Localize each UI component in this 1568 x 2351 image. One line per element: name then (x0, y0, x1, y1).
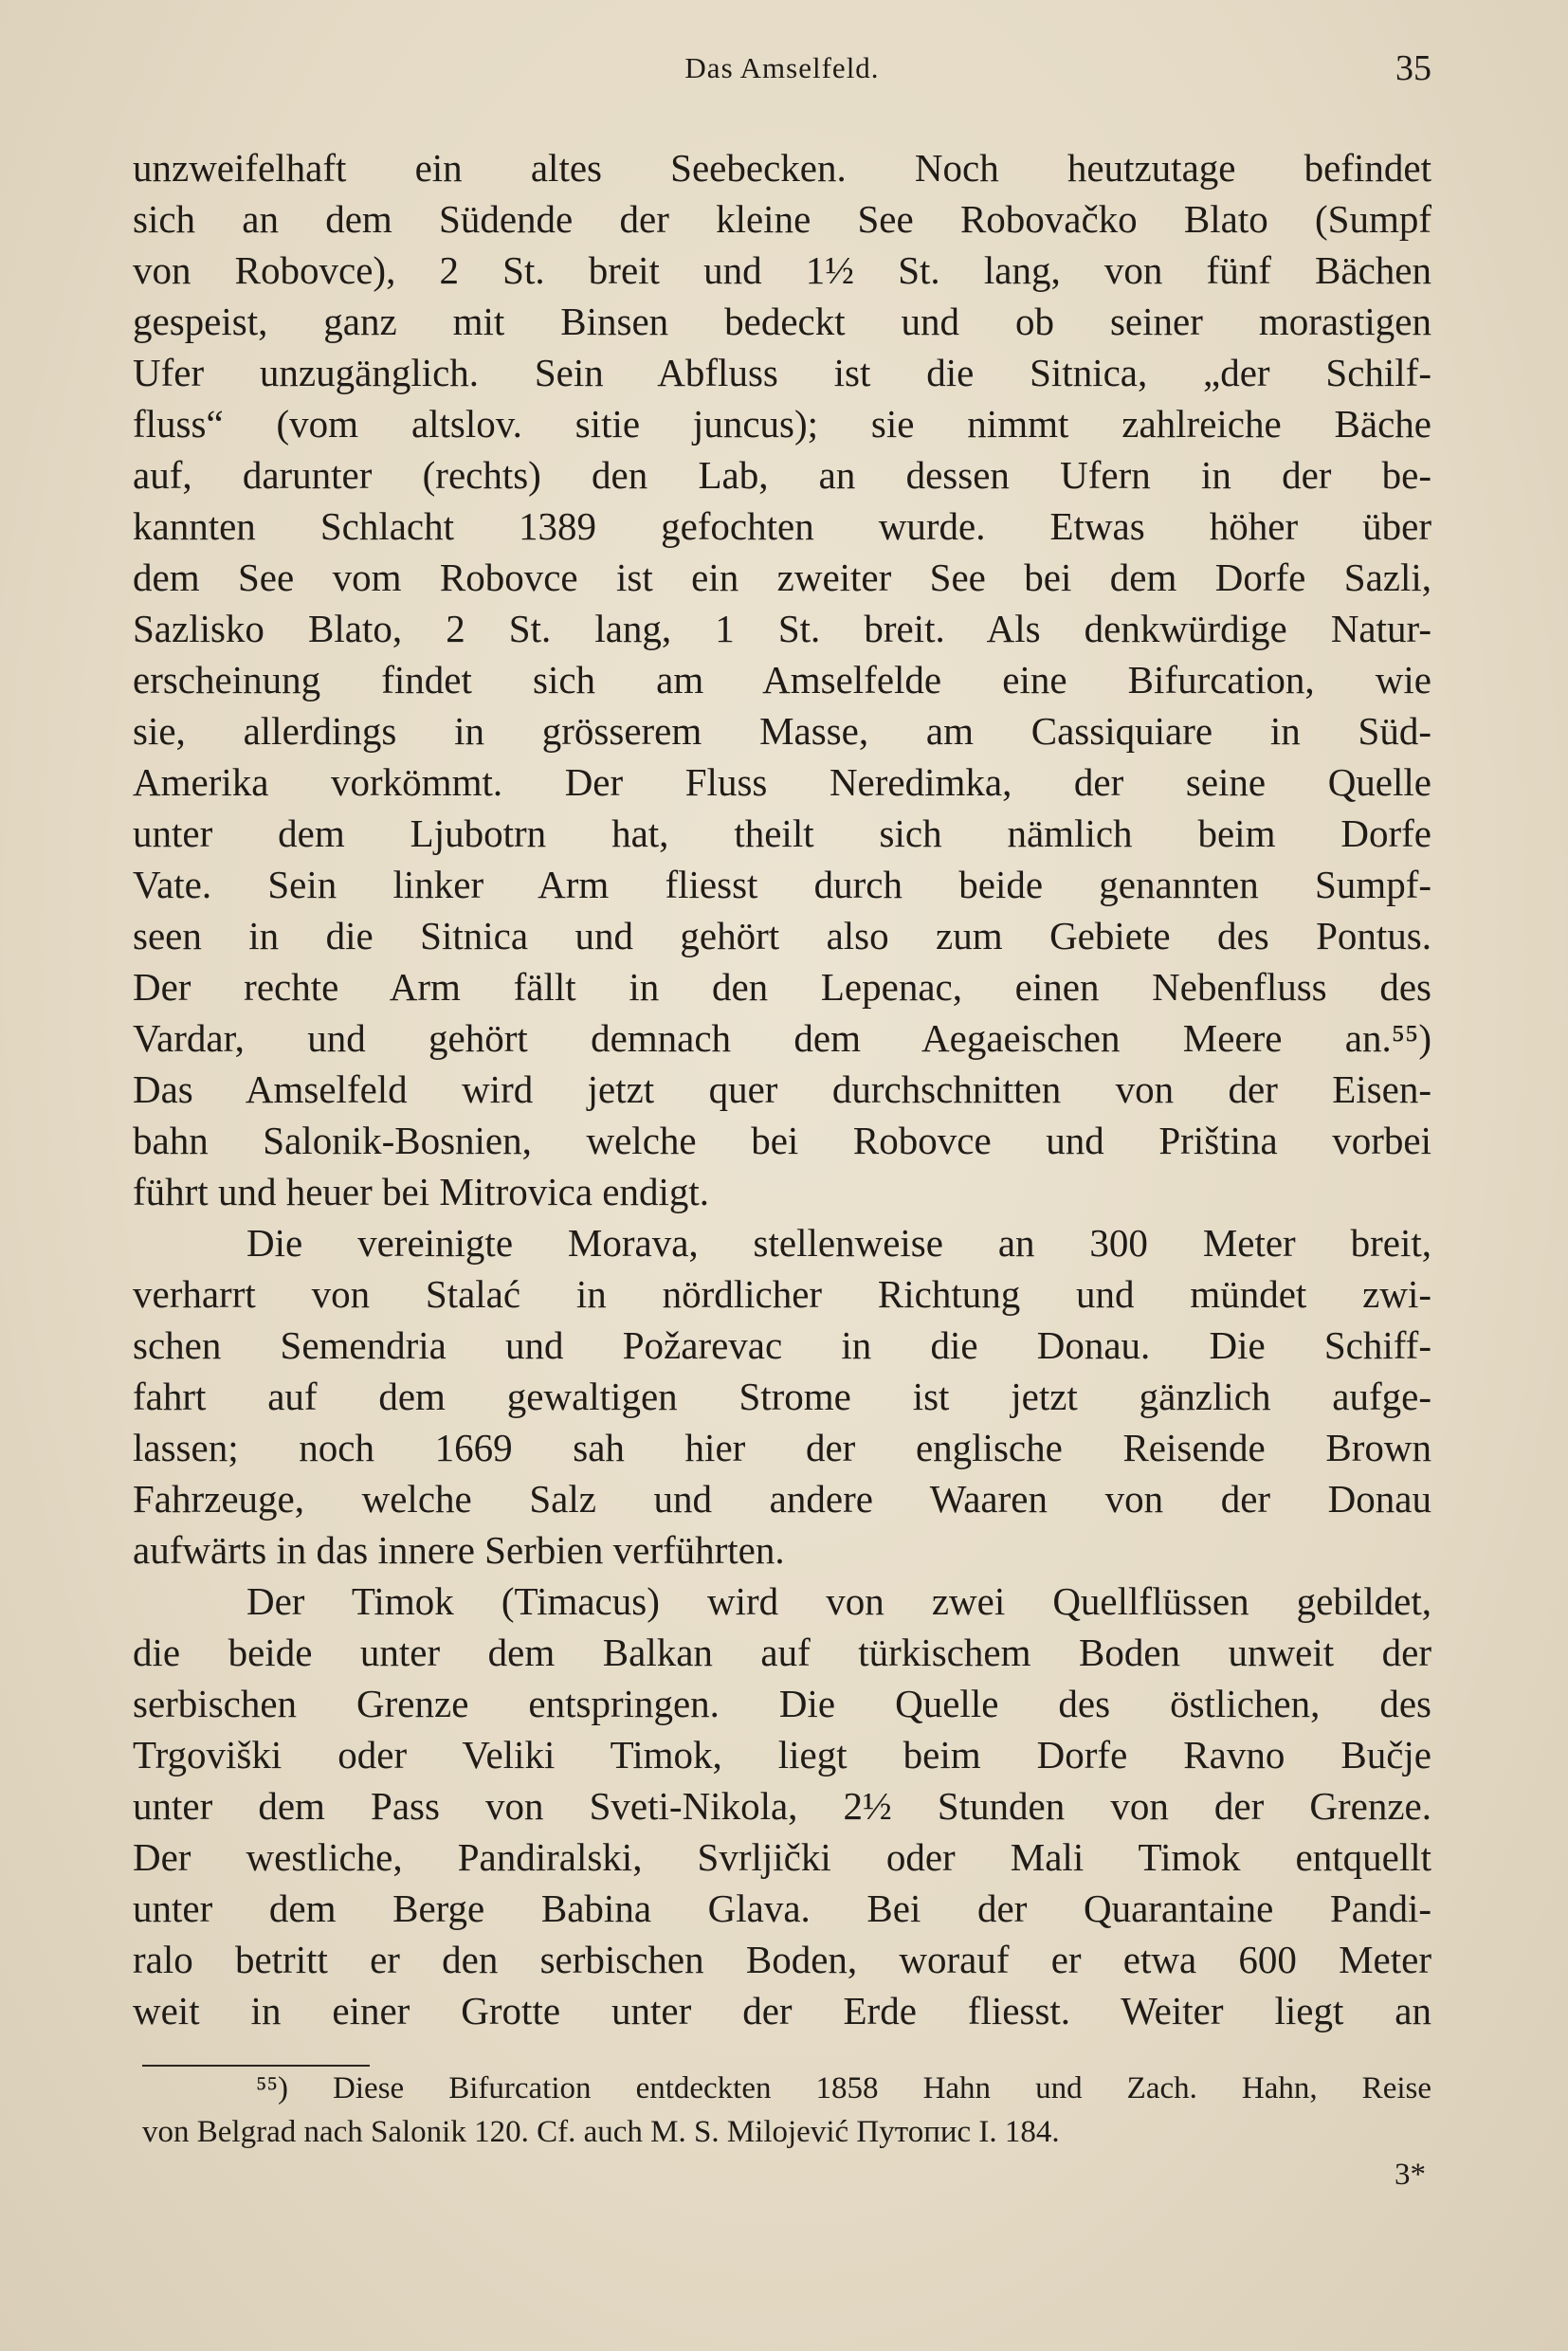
text-line: aufwärts in das innere Serbien verführten. (133, 1528, 785, 1572)
page-number: 35 (1395, 48, 1431, 88)
body-text (133, 142, 1431, 2036)
text-line: fluss“ (vom altslov. sitie juncus); sie nimmt zahlreiche Bäche (133, 402, 1431, 446)
text-line: serbischen Grenze entspringen. Die Quelle des östlichen, des (133, 1682, 1431, 1725)
text-line: dem See vom Robovce ist ein zweiter See bei dem Dorfe Sazli, (133, 556, 1431, 599)
text-line: Der Timok (Timacus) wird von zwei Quellflüssen gebildet, (246, 1579, 1431, 1623)
text-line: Das Amselfeld wird jetzt quer durchschnitten von der Eisen- (133, 1067, 1431, 1111)
footnotes (142, 2067, 1431, 2154)
text-line: die beide unter dem Balkan auf türkischem Boden unweit der (133, 1631, 1431, 1674)
text-line: Der westliche, Pandiralski, Svrljički oder Mali Timok entquellt (133, 1835, 1431, 1879)
text-line: ralo betritt er den serbischen Boden, worauf er etwa 600 Meter (133, 1938, 1431, 1981)
text-line: unter dem Ljubotrn hat, theilt sich nämlich beim Dorfe (133, 811, 1431, 855)
text-line: schen Semendria und Požarevac in die Donau. Die Schiff- (133, 1323, 1431, 1367)
text-line: unter dem Berge Babina Glava. Bei der Quarantaine Pandi- (133, 1886, 1431, 1930)
text-line: Ufer unzugänglich. Sein Abfluss ist die Sitnica, „der Schilf- (133, 351, 1431, 394)
text-line: Die vereinigte Morava, stellenweise an 300 Meter breit, (246, 1221, 1431, 1265)
text-line: lassen; noch 1669 sah hier der englische Reisende Brown (133, 1426, 1431, 1469)
text-line: fahrt auf dem gewaltigen Strome ist jetzt gänzlich aufge- (133, 1375, 1431, 1418)
text-line: auf, darunter (rechts) den Lab, an dessen Ufern in der be- (133, 453, 1431, 497)
text-line: erscheinung findet sich am Amselfelde eine Bifurcation, wie (133, 658, 1431, 702)
text-line: bahn Salonik-Bosnien, welche bei Robovce und Priština vorbei (133, 1119, 1431, 1162)
text-line: unter dem Pass von Sveti-Nikola, 2½ Stunden von der Grenze. (133, 1784, 1431, 1828)
running-head: Das Amselfeld. (684, 51, 880, 84)
text-line: führt und heuer bei Mitrovica endigt. (133, 1170, 709, 1213)
text-line: gespeist, ganz mit Binsen bedeckt und ob seiner morastigen (133, 300, 1431, 343)
footnote-line: ⁵⁵) Diese Bifurcation entdeckten 1858 Hahn und Zach. Hahn, Reise (256, 2071, 1431, 2105)
text-line: von Robovce), 2 St. breit und 1½ St. lang, von fünf Bächen (133, 248, 1431, 292)
text-line: Vate. Sein linker Arm fliesst durch beide genannten Sumpf- (133, 863, 1431, 906)
text-line: seen in die Sitnica und gehört also zum Gebiete des Pontus. (133, 914, 1431, 957)
text-line: Vardar, und gehört demnach dem Aegaeischen Meere an.⁵⁵) (133, 1016, 1431, 1060)
text-line: Sazlisko Blato, 2 St. lang, 1 St. breit. Als denkwürdige Natur- (133, 607, 1431, 650)
text-line: unzweifelhaft ein altes Seebecken. Noch heutzutage befindet (133, 146, 1431, 190)
text-line: sich an dem Südende der kleine See Robovačko Blato (Sumpf (133, 197, 1431, 241)
text-line: kannten Schlacht 1389 gefochten wurde. Etwas höher über (133, 504, 1431, 548)
footnote-line: von Belgrad nach Salonik 120. Cf. auch M. S. Milojević Путопис I. 184. (142, 2115, 1060, 2149)
signature-mark: 3* (1395, 2158, 1426, 2192)
text-line: Trgoviški oder Veliki Timok, liegt beim Dorfe Ravno Bučje (133, 1733, 1431, 1777)
text-line: Der rechte Arm fällt in den Lepenac, einen Nebenfluss des (133, 965, 1431, 1009)
text-line: weit in einer Grotte unter der Erde fliesst. Weiter liegt an (133, 1989, 1431, 2032)
page-header (133, 47, 1431, 104)
text-line: sie, allerdings in grösserem Masse, am Cassiquiare in Süd- (133, 709, 1431, 753)
text-line: verharrt von Stalać in nördlicher Richtung und mündet zwi- (133, 1272, 1431, 1316)
text-line: Fahrzeuge, welche Salz und andere Waaren von der Donau (133, 1477, 1431, 1521)
text-line: Amerika vorkömmt. Der Fluss Neredimka, der seine Quelle (133, 760, 1431, 804)
